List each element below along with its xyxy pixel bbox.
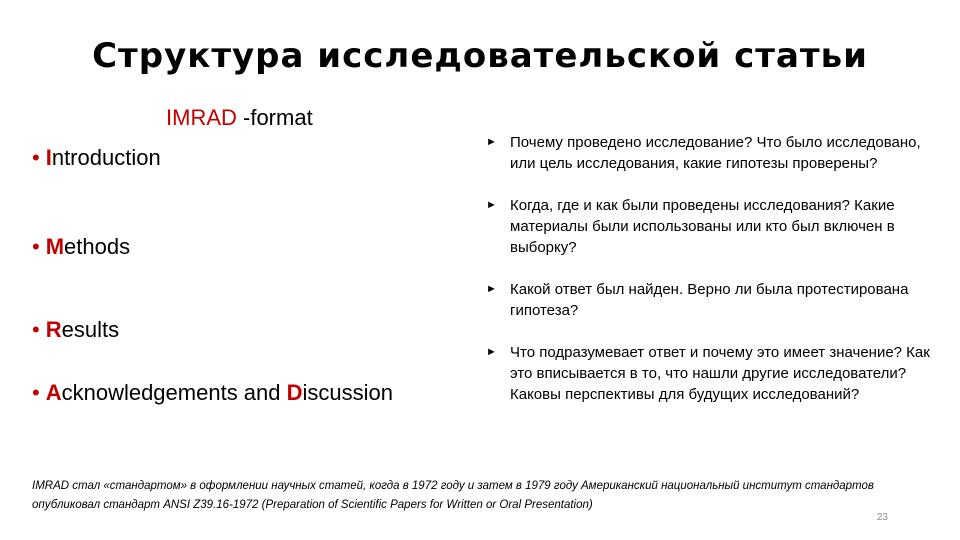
imrad-word-rest: ethods <box>64 234 131 259</box>
triangle-right-icon: ► <box>486 136 497 148</box>
question-text: Какой ответ был найден. Верно ли была протестирована гипотеза? <box>510 281 909 319</box>
question-methods <box>486 195 946 258</box>
page-number: 23 <box>876 512 888 523</box>
question-text: Почему проведено исследование? Что было исследовано, или цель исследования, какие гипотезы проверены? <box>510 134 921 172</box>
bullet-icon: • <box>32 317 40 342</box>
imrad-word-rest-second: iscussion <box>302 380 393 405</box>
question-introduction <box>486 132 946 174</box>
imrad-letter: A <box>45 380 62 405</box>
question-results <box>486 279 946 321</box>
imrad-letter: R <box>45 317 62 342</box>
bullet-icon: • <box>32 234 40 259</box>
imrad-subtitle <box>166 105 313 131</box>
question-discussion <box>486 342 946 405</box>
question-text: Что подразумевает ответ и почему это имеет значение? Как это вписывается в то, что нашли другие исследователи? Каковы перспективы для будущих исследований? <box>510 344 930 403</box>
bullet-icon: • <box>32 145 40 170</box>
question-list <box>486 132 946 426</box>
imrad-word-rest: cknowledgements and <box>61 380 287 405</box>
imrad-item-methods <box>32 234 130 260</box>
triangle-right-icon: ► <box>486 346 497 358</box>
bullet-icon: • <box>32 380 40 405</box>
imrad-letter: I <box>45 145 52 170</box>
imrad-item-acknowledgements-discussion <box>32 380 393 406</box>
imrad-word-rest: ntroduction <box>51 145 161 170</box>
imrad-letter: M <box>45 234 65 259</box>
triangle-right-icon: ► <box>486 199 497 211</box>
question-text: Когда, где и как были проведены исследования? Какие материалы были использованы или кто был включен в выборку? <box>510 197 895 256</box>
imrad-letter-second: D <box>286 380 303 405</box>
triangle-right-icon: ► <box>486 283 497 295</box>
footnote: IMRAD стал «стандартом» в оформлении научных статей, когда в 1972 году и затем в 1979 году Американский национальный институт стандартов опубликовал стандарт ANSI Z39.16-1972 (Preparation of Scientific Papers for Written or Oral Presentation) <box>32 480 874 511</box>
slide-title: Структура исследовательской статьи <box>92 36 868 76</box>
imrad-item-introduction <box>32 145 161 171</box>
imrad-word-rest: esults <box>61 317 120 342</box>
subtitle-accent: IMRAD <box>166 105 237 130</box>
imrad-item-results <box>32 317 119 343</box>
subtitle-rest: -format <box>236 105 313 130</box>
